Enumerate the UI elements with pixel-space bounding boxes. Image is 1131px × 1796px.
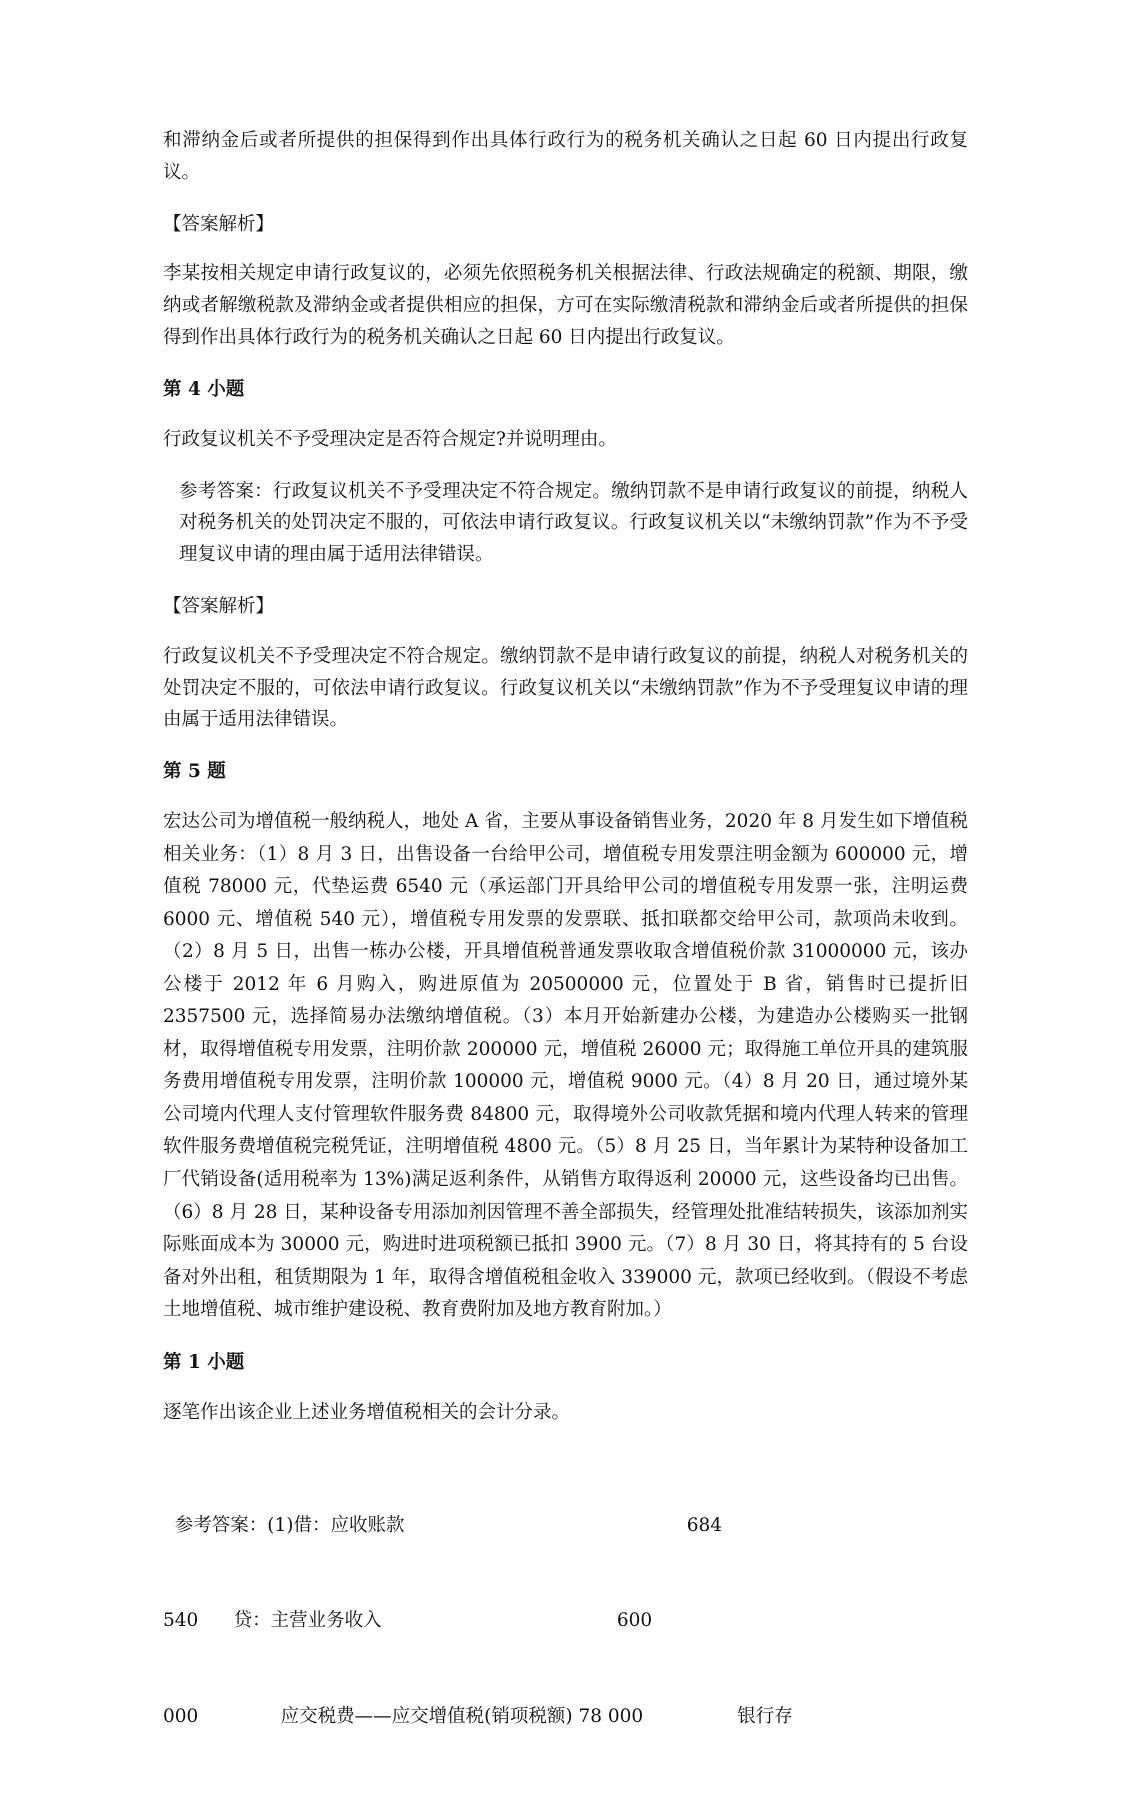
answer-analysis-label-2: 【答案解析】 [163,595,275,617]
ledger-row: 000 应交税费——应交增值税(销项税额) 78 000 银行存 [163,1705,793,1727]
sub-question-4-text: 行政复议机关不予受理决定是否符合规定?并说明理由。 [163,428,617,450]
ledger-row: 参考答案：(1)借：应收账款 684 [163,1515,723,1536]
ledger-row: 540 贷：主营业务收入 600 [163,1610,653,1632]
paragraph-continuation: 和滞纳金后或者所提供的担保得到作出具体行政行为的税务机关确认之日起 60 日内提出行政复议。 [163,130,968,183]
page-content [163,125,968,1796]
sub-question-1-text: 逐笔作出该企业上述业务增值税相关的会计分录。 [163,1401,571,1423]
answer-analysis-label-1: 【答案解析】 [163,213,275,235]
sub-question-4-answer: 参考答案：行政复议机关不予受理决定不符合规定。缴纳罚款不是申请行政复议的前提，纳税人对税务机关的处罚决定不服的，可依法申请行政复议。行政复议机关以“未缴纳罚款”作为不予受理复议申请的理由属于适用法律错误。 [179,480,968,566]
answer-analysis-text-1: 李某按相关规定申请行政复议的，必须先依照税务机关根据法律、行政法规确定的税额、期限，缴纳或者解缴税款及滞纳金或者提供相应的担保，方可在实际缴清税款和滞纳金后或者所提供的担保得到作出具体行政行为的税务机关确认之日起 60 日内提出行政复议。 [163,263,968,349]
sub-question-1-heading: 第 1 小题 [163,1351,245,1373]
answer-analysis-text-2: 行政复议机关不予受理决定不符合规定。缴纳罚款不是申请行政复议的前提，纳税人对税务机关的处罚决定不服的，可依法申请行政复议。行政复议机关以“未缴纳罚款”作为不予受理复议申请的理由属于适用法律错误。 [163,645,968,731]
question-5-body: 宏达公司为增值税一般纳税人，地处 A 省，主要从事设备销售业务，2020 年 8 月发生如下增值税相关业务：（1）8 月 3 日，出售设备一台给甲公司，增值税专用发票注明金额为 600000 元，增值税 78000 元，代垫运费 6540 元（承运部门开具给甲公司的增值税专用发票一张，注明运费 6000 元、增值税 540 元），增值税专用发票的发票联、抵扣联都交给甲公司，款项尚未收到。（2）8 月 5 日，出售一栋办公楼，开具增值税普通发票收取含增值税价款 31000000 元，该办公楼于 2012 年 6 月购入，购进原值为 20500000 元，位置处于 B 省，销售时已提折旧 2357500 元，选择简易办法缴纳增值税。（3）本月开始新建办公楼，为建造办公楼购买一批钢材，取得增值税专用发票，注明价款 200000 元，增值税 26000 元；取得施工单位开具的建筑服务费用增值税专用发票，注明价款 100000 元，增值税 9000 元。（4）8 月 20 日，通过境外某公司境内代理人支付管理软件服务费 84800 元，取得境外公司收款凭据和境内代理人转来的管理软件服务费增值税完税凭证，注明增值税 4800 元。（5）8 月 25 日，当年累计为某特种设备加工厂代销设备(适用税率为 13%)满足返利条件，从销售方取得返利 20000 元，这些设备均已出售。（6）8 月 28 日，某种设备专用添加剂因管理不善全部损失，经管理处批准结转损失，该添加剂实际账面成本为 30000 元，购进时进项税额已抵扣 3900 元。（7）8 月 30 日，将其持有的 5 台设备对外出租，租赁期限为 1 年，取得含增值税租金收入 339000 元，款项已经收到。（假设不考虑土地增值税、城市维护建设税、教育费附加及地方教育附加。） [163,811,968,1321]
ledger-entries [163,1446,968,1796]
question-5-heading: 第 5 题 [163,761,226,783]
sub-question-4-heading: 第 4 小题 [163,378,245,400]
